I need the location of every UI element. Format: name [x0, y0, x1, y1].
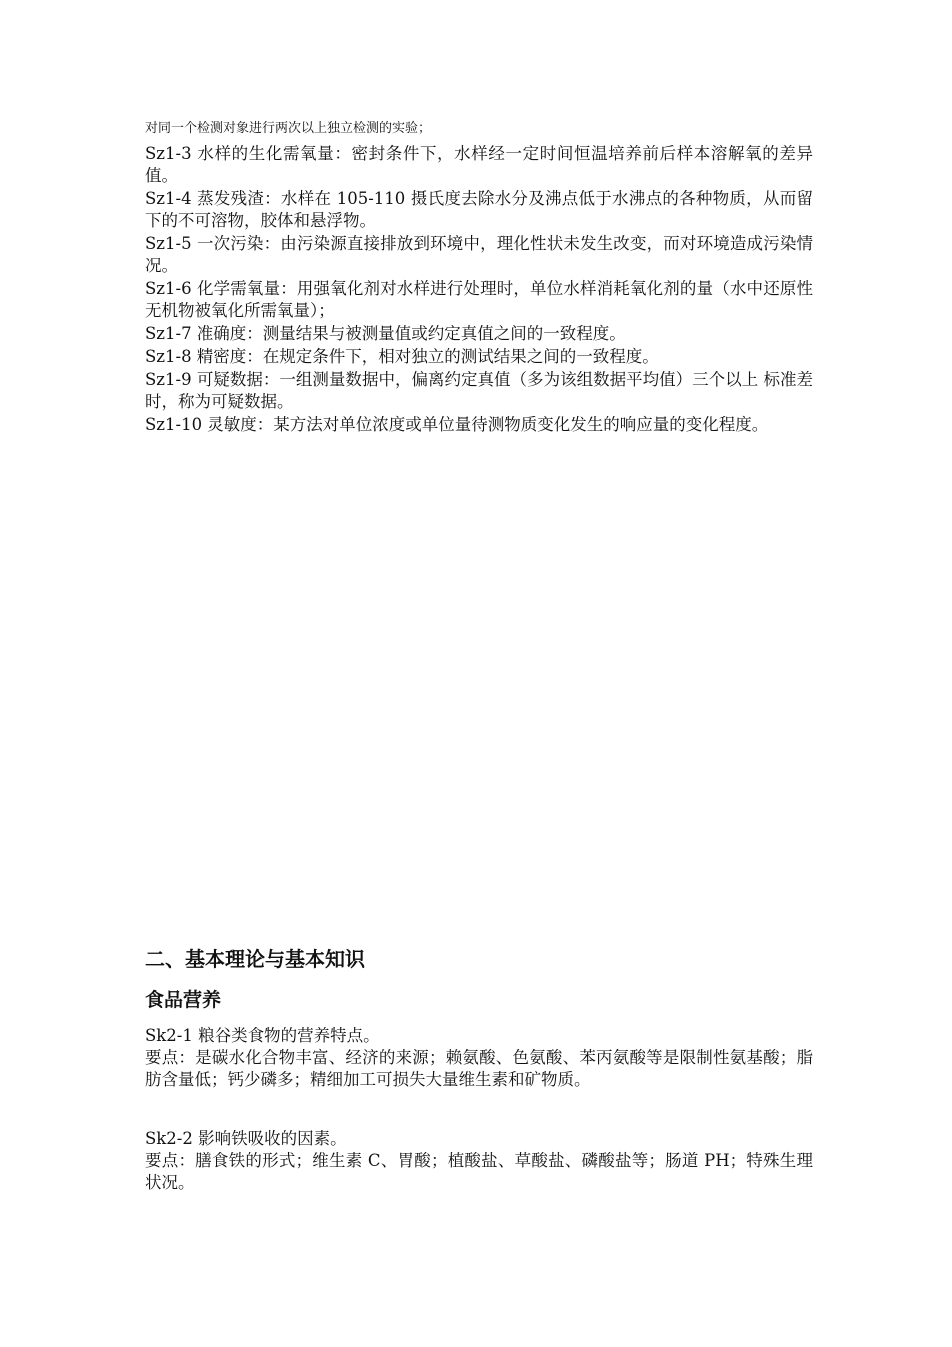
knowledge-item — [145, 1025, 813, 1091]
definition-item: Sz1-10 灵敏度：某方法对单位浓度或单位量待测物质变化发生的响应量的变化程度。 — [145, 415, 769, 434]
knowledge-answer: 要点：是碳水化合物丰富、经济的来源；赖氨酸、色氨酸、苯丙氨酸等是限制性氨基酸；脂肪含量低；钙少磷多；精细加工可损失大量维生素和矿物质。 — [145, 1048, 813, 1089]
knowledge-item — [145, 1128, 813, 1194]
definition-item: Sz1-6 化学需氧量：用强氧化剂对水样进行处理时，单位水样消耗氧化剂的量（水中还原性无机物被氧化所需氧量）； — [145, 279, 813, 320]
knowledge-answer: 要点：膳食铁的形式；维生素 C、胃酸；植酸盐、草酸盐、磷酸盐等；肠道 PH；特殊生理状况。 — [145, 1151, 813, 1192]
intro-line: 对同一个检测对象进行两次以上独立检测的实验； — [145, 121, 432, 136]
definition-item: Sz1-7 准确度：测量结果与被测量值或约定真值之间的一致程度。 — [145, 324, 626, 343]
definition-item: Sz1-9 可疑数据：一组测量数据中，偏离约定真值（多为该组数据平均值）三个以上 标准差时，称为可疑数据。 — [145, 370, 813, 411]
definitions-list — [145, 143, 813, 437]
section-heading: 二、基本理论与基本知识 — [145, 947, 365, 971]
knowledge-question: Sk2-2 影响铁吸收的因素。 — [145, 1129, 347, 1148]
definition-item: Sz1-4 蒸发残渣：水样在 105-110 摄氏度去除水分及沸点低于水沸点的各种物质，从而留下的不可溶物，胶体和悬浮物。 — [145, 189, 813, 230]
definition-item: Sz1-8 精密度：在规定条件下，相对独立的测试结果之间的一致程度。 — [145, 347, 659, 366]
subsection-heading: 食品营养 — [145, 989, 222, 1011]
definition-item: Sz1-3 水样的生化需氧量：密封条件下，水样经一定时间恒温培养前后样本溶解氧的差异值。 — [145, 144, 813, 185]
definition-item: Sz1-5 一次污染：由污染源直接排放到环境中，理化性状未发生改变，而对环境造成污染情况。 — [145, 234, 813, 275]
knowledge-question: Sk2-1 粮谷类食物的营养特点。 — [145, 1026, 380, 1045]
